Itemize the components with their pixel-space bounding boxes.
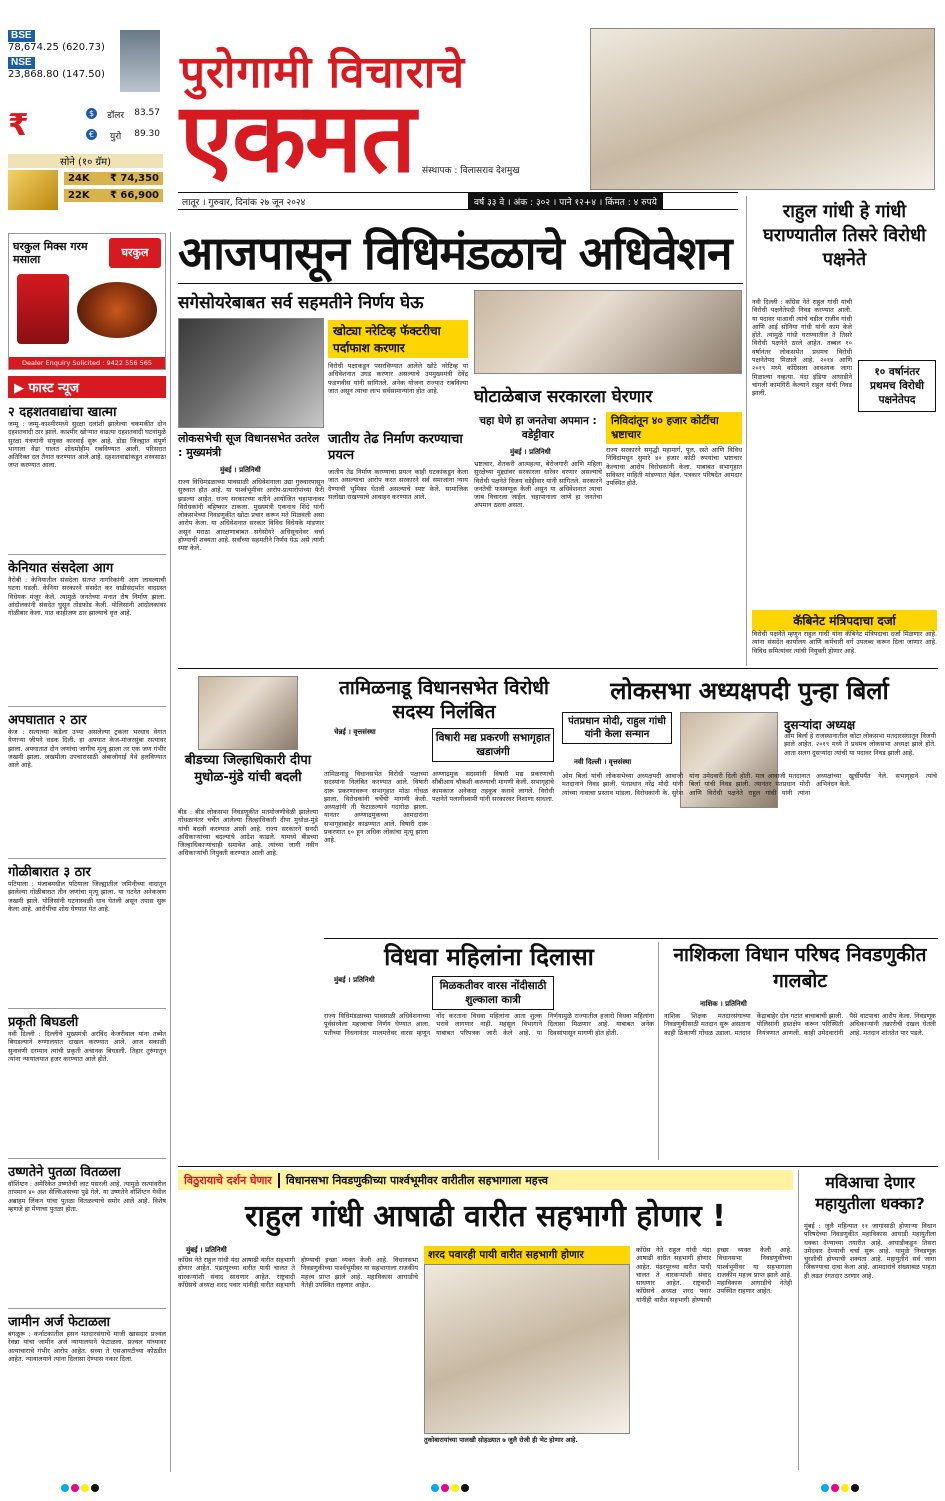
sub-headline-gotala: घोटाळेबाज सरकारला घेरणार	[474, 387, 653, 407]
ad-footer: Dealer Enquiry Solicited : 9422 556 565	[9, 357, 165, 369]
dollar-value: 83.57	[134, 108, 160, 118]
fast-news-title: प्रकृती बिघडली	[8, 1015, 79, 1030]
cabinet-text: विरोधी पक्षनेते म्हणून राहुल गांधी यांना कॅबिनेट मंत्रिपदाचा दर्जा मिळणार आहे. त्यांना संसदेत कार्यालय आणि कर्मचारी वर्ग उपलब्ध करून दिला जाणार आहे. विविध समित्यांवर त्यांची नियुक्ती होणार आहे.	[752, 630, 937, 655]
divider	[324, 938, 938, 939]
gold-24k-label: 24K	[68, 173, 90, 184]
rupee-icon: ₹	[8, 108, 29, 143]
fast-news-item	[8, 554, 166, 706]
nashik-byline: नाशिक । प्रतिनिधी	[700, 1000, 747, 1008]
wari-byline: मुंबई । प्रतिनिधी	[186, 1246, 227, 1254]
dollar-icon: $	[86, 108, 97, 119]
widow-byline: मुंबई । प्रतिनिधी	[334, 976, 375, 984]
lok-quote: लोकसभेची सूज विधानसभेत उतरेल : मुख्यमंत्री	[178, 432, 320, 459]
wari-text: काँग्रेस नेते राहुल गांधी यंदा आषाढी वारीत सहभागी होणार आहेत. पंढरपूरच्या वारीत पायी चालत ते वारकऱ्यांशी संवाद साधणार आहेत. राष्ट्रवादी काँग्रेसचे अध्यक्ष शरद पवार यांनीही वारीत सहभागी होण्याची इच्छा व्यक्त केली आहे. विधानसभा निवडणुकीच्या पार्श्वभूमीवर या सहभागाला राजकीय महत्त्व प्राप्त झाले आहे. महाविकास आघाडीचे नेतेही उपस्थित राहणार आहेत.	[178, 1256, 418, 1289]
wari-strip-text: विधानसभा निवडणुकीच्या पार्श्वभूमीवर वारीतील सहभागाला महत्त्व	[278, 1173, 548, 1188]
masala-pack-image	[17, 274, 69, 344]
wari-strip-red: विठुरायाचे दर्शन घेणार	[184, 1173, 272, 1187]
tn-byline: चेन्नई । वृत्तसंस्था	[334, 728, 376, 736]
curry-bowl-image	[77, 282, 157, 338]
byline-mumbai-2: मुंबई । प्रतिनिधी	[510, 448, 551, 456]
article-jati-text: जातीय तेढ निर्माण करण्याचा प्रयत्न काही घटकांकडून केला जात असल्याचा आरोप करत सरकारने सर्व समाजांना न्याय देण्याची भूमिका घेतली असल्याचे स्पष्ट केले. सामाजिक सलोखा राखण्याचे आवाहन करण्यात आले.	[328, 468, 468, 501]
fast-news-title: उष्णतेने पुतळा वितळला	[8, 1165, 121, 1180]
main-headline: आजपासून विधिमंडळाचे अधिवेशन	[178, 226, 732, 280]
registration-marks-center	[430, 1484, 470, 1495]
fast-news-item	[8, 402, 166, 554]
market-box	[8, 30, 163, 210]
fast-news-body: जम्मू : जम्मू-काश्मीरमध्ये सुरक्षा दलांशी झालेल्या चकमकीत दोन दहशतवादी ठार झाले. काश्मीर खोऱ्यात वाढत्या दहशतवादी घटनांमुळे सुरक्षा यंत्रणांनी संयुक्त कारवाई सुरू आहे. डोडा जिल्ह्यात संपूर्ण भागाला वेढा घालत शोधमोहीम राबविण्यात आली. परिसरात अतिरिक्त दल तैनात करण्यात आले आहे. दहशतवाद्यांकडून शस्त्रसाठा जप्त करण्यात आला.	[8, 420, 166, 470]
birla-text: ओम बिर्ला यांची लोकसभेच्या अध्यक्षपदी आवाजी मतदानाने निवड झाली. पंतप्रधान नरेंद्र मोदी यांनी त्यांच्या नावाचा प्रस्ताव मांडला. विरोधकांनी के. सुरेश यांना उमेदवारी दिली होती. मात्र आवाजी मतदानात बिर्ला यांची निवड झाली. त्यानंतर पंतप्रधान मोदी आणि विरोधी पक्षनेते राहुल गांधी यांनी त्यांना अध्यक्षांच्या खुर्चीपर्यंत नेले. सभागृहाने त्यांचे अभिनंदन केले.	[562, 772, 937, 797]
euro-value: 89.30	[134, 129, 160, 139]
birla-box: पंतप्रधान मोदी, राहुल गांधी यांनी केला सन्मान	[562, 712, 672, 744]
euro-icon: €	[86, 129, 97, 140]
masthead-tagline: पुरोगामी विचाराचे	[180, 47, 466, 98]
wari-caption: तुकोबारायांच्या पालखी सोहळ्यात ७ जुलै रोजी ही भेट होणार आहे.	[424, 1436, 578, 1444]
gold-24k-value: ₹ 74,350	[109, 173, 159, 184]
fast-news-list	[8, 402, 166, 1472]
gold-22k-value: ₹ 66,900	[109, 190, 159, 201]
fast-news-body: वॉशिंग्टन : अमेरिकेत उष्णतेची लाट पसरली आहे. त्यामुळे रस्त्यांवरील तापमान ४० अंश सेल्सिअसच्या पुढे गेले. या उष्णतेने वॉशिंग्टन येथील अब्राहम लिंकन यांचा पुतळा वितळल्याचे समोर आले आहे. विशेष म्हणजे हा मेणाचा पुतळा होता.	[8, 1180, 166, 1213]
sub-headline-sagesoyre: सगेसोयरेबाबत सर्व सहमतीने निर्णय घेऊ	[178, 293, 424, 313]
wari-box: शरद पवारही पायी वारीत सहभागी होणार	[424, 1246, 630, 1264]
birla-headline: लोकसभा अध्यक्षपदी पुन्हा बिर्ला	[610, 677, 889, 705]
rahul-lop-headline: राहुल गांधी हे गांधी घराण्यातील तिसरे विरोधी पक्षनेते	[763, 201, 926, 270]
column-divider	[746, 196, 747, 666]
birla-side-text: ओम बिर्ला हे राजस्थानातील कोटा लोकसभा मतदारसंघातून विजयी झाले आहेत. २०१९ मध्ये ते प्रथमच लोकसभा अध्यक्ष झाले होते. आता सलग दुसऱ्यांदा त्यांची या पदावर निवड झाली आहे.	[784, 732, 936, 757]
fast-news-heading: ▶ फास्ट न्यूज	[8, 376, 166, 398]
registration-marks-left	[60, 1484, 100, 1495]
nashik-text: नाशिक शिक्षक मतदारसंघाच्या निवडणुकीसाठी मतदान सुरू असताना काही ठिकाणी गोंधळ उडाला. मतदान केंद्राबाहेर दोन गटांत बाचाबाची झाली. पोलिसांनी हस्तक्षेप करून परिस्थिती नियंत्रणात आणली. काही उमेदवारांनी पैसे वाटपाचा आरोप केला. निवडणूक अधिकाऱ्यांनी तक्रारीची दखल घेतली आहे. मतदान शांततेत पार पडले.	[664, 1012, 936, 1037]
gold-label: सोने (१० ग्रॅम)	[8, 154, 163, 168]
fast-news-title: गोळीबारात ३ ठार	[8, 865, 91, 880]
tn-headline: तामिळनाडू विधानसभेत विरोधी सदस्य निलंबित	[339, 677, 549, 723]
collector-headline: बीडच्या जिल्हाधिकारी दीपा मुधोळ-मुंडे यांची बदली	[184, 753, 312, 785]
gold-bars-icon	[8, 170, 58, 210]
article-narrative-text: विरोधी पक्षाकडून पसरविण्यात आलेले खोटे नरेटिव्ह या अधिवेशनात उघड करणार असल्याचे उपमुख्यमंत्री देवेंद्र फडणवीस यांनी सांगितले. अनेक योजना राज्यात राबविल्या जात असून त्याचा लाभ सर्वसामान्यांना होत आहे.	[328, 362, 468, 395]
article-vadettiwar-text: भ्रष्टाचार, शेतकरी आत्महत्या, बेरोजगारी आणि महिला सुरक्षेच्या मुद्द्यांवर सरकारला धारेवर धरणार असल्याचे विरोधी पक्षनेते विजय वडेट्टीवार यांनी सांगितले. सरकारने जनतेची फसवणूक केली असून या अधिवेशनात त्याचा जाब विचारला जाईल. चहापानाला जाणे हा जनतेचा अपमान ठरला असता.	[474, 460, 602, 510]
widow-headline: विधवा महिलांना दिलासा	[384, 943, 594, 971]
divider	[178, 1166, 938, 1167]
birla-byline: नवी दिल्ली । वृत्तसंस्था	[574, 758, 632, 766]
dateline-bar	[178, 192, 738, 210]
yellow-box-narrative: खोट्या नरेटिव्ह फॅक्टरीचा पर्दाफाश करणार	[328, 320, 468, 358]
tn-text: तामिळनाडू विधानसभेत विरोधी पक्षाच्या सदस्यांना निलंबित करण्यात आले. विषारी दारू प्रकरणावरून सभागृहात मोठा गोंधळ झाला. विरोधकांनी चर्चेची मागणी केली. अध्यक्षांनी ती फेटाळल्याने गदारोळ झाला. यानंतर अण्णाद्रमुकच्या आमदारांना सभागृहाबाहेर काढण्यात आले. विषारी दारू प्रकरणात ६० हून अधिक लोकांचा मृत्यू झाला आहे.	[324, 770, 428, 845]
collector-photo	[198, 676, 298, 750]
mva-headline: मविआचा देणार महायुतीला धक्का?	[815, 1173, 925, 1213]
cabinet-head: कॅबिनेट मंत्रिपदाचा दर्जा	[752, 610, 937, 631]
jati-head: जातीय तेढ निर्माण करण्याचा प्रयत्न	[328, 432, 463, 463]
dateline-date: लातूर । गुरुवार, दिनांक २७ जून २०२४	[182, 197, 306, 208]
collector-text: बीड : बीड लोकसभा निवडणुकीत मतमोजणीवेळी झालेल्या गोंधळानंतर चर्चेत आलेल्या जिल्हाधिकारी दीपा मुधोळ-मुंडे यांची बदली करण्यात आली आहे. राज्य सरकारने सनदी अधिकाऱ्यांच्या बदल्यांचे आदेश काढले. यामध्ये बीडच्या जिल्हाधिकाऱ्यांचाही समावेश आहे. त्यांच्या जागी नवीन अधिकाऱ्यांची नियुक्ती करण्यात आली आहे.	[178, 808, 318, 858]
wari-strip	[178, 1170, 793, 1190]
rahul-lop-text: नवी दिल्ली : काँग्रेस नेते राहुल गांधी यांची विरोधी पक्षनेतेपदी निवड करण्यात आली. या पदावर याआधी त्यांचे वडील राजीव गांधी आणि आई सोनिया गांधी यांनी काम केले होते. त्यामुळे गांधी घराण्यातील ते तिसरे विरोधी पक्षनेते ठरले आहेत. तब्बल १० वर्षानंतर लोकसभेत प्रथमच विरोधी पक्षनेतेपद मिळाले आहे. २०१४ आणि २०१९ मध्ये काँग्रेसला आवश्यक जागा मिळाल्या नव्हत्या. यंदा इंडिया आघाडीने चांगली कामगिरी केल्याने राहुल यांची निवड झाली.	[752, 298, 852, 398]
bse-value: 78,674.25 (620.73)	[8, 42, 105, 53]
ad-masala	[8, 233, 166, 370]
shinde-fadnavis-photo	[178, 318, 324, 428]
dollar-label: डॉलर	[107, 111, 125, 121]
masthead-founder: संस्थापक : विलासराव देशमुख	[422, 166, 520, 176]
column-divider	[798, 1170, 799, 1470]
divider	[178, 283, 743, 284]
byline-mumbai: मुंबई । प्रतिनिधी	[220, 466, 261, 474]
fast-news-item	[8, 1158, 166, 1308]
fast-news-item	[8, 858, 166, 1008]
widow-box: मिळकतीवर वारस नोंदीसाठी शुल्काला कात्री	[432, 976, 554, 1010]
tn-text-2: अण्णाद्रमुक सदस्यांनी विषारी मद्य प्रकरणाची सीबीआय चौकशी करण्याची मागणी केली. सभागृहाचे कामकाज अनेकदा तहकूब करावे लागले. विरोधी पक्षनेते पलानीस्वामी यांनी सरकारवर निशाणा साधला.	[432, 770, 554, 803]
bse-building-icon	[120, 30, 160, 92]
gold-22k-label: 22K	[68, 190, 90, 201]
wari-text-2: काँग्रेस नेते राहुल गांधी यंदा आषाढी वारीत सहभागी होणार आहेत. पंढरपूरच्या वारीत पायी चालत ते वारकऱ्यांशी संवाद साधणार आहेत. राष्ट्रवादी काँग्रेसचे अध्यक्ष शरद पवार यांनीही वारीत सहभागी होण्याची इच्छा व्यक्त केली आहे. विधानसभा निवडणुकीच्या पार्श्वभूमीवर या सहभागाला राजकीय महत्त्व प्राप्त झाले आहे. महाविकास आघाडीचे नेतेही उपस्थित राहणार आहेत.	[636, 1246, 792, 1304]
euro-label: युरो	[110, 132, 122, 142]
nse-label: NSE	[8, 57, 35, 69]
nse-value: 23,868.80 (147.50)	[8, 69, 105, 80]
birla-side-head: दुसऱ्यांदा अध्यक्ष	[784, 718, 856, 732]
rahul-kharge-photo	[590, 28, 935, 190]
fast-news-body: बंगळूरू : कर्नाटकातील हसन मतदारसंघाचे माजी खासदार प्रज्वल रेवन्ना यांचा जामीन अर्ज न्यायालयाने फेटाळला. प्रज्वल यांच्यावर अत्याचाराचे गंभीर आरोप आहेत. सध्या ते एसआयटीच्या कोठडीत आहेत. न्यायालयाने त्यांना दिलासा देण्यास नकार दिला.	[8, 1330, 166, 1363]
fast-news-title: २ दहशतवाद्यांचा खात्मा	[8, 405, 117, 420]
chaha-head: चहा घेणे हा जनतेचा अपमान : वडेट्टीवार	[479, 415, 597, 441]
fast-news-body: नैरोबी : केनियातील संसदेला संतप्त नागरिकांनी आग लावल्याची घटना घडली. केनिया सरकारने संसदेत कर वाढीसंदर्भात वादग्रस्त विधेयक मंजूर केले. त्यामुळे जनतेच्या मनात रोष निर्माण झाला. आंदोलकांनी संसदेत घुसून तोडफोड केली. पोलिसांनी आंदोलकांवर गोळीबार केला. यात काहीजण ठार झाल्याचे वृत्त आहे.	[8, 576, 166, 618]
fast-news-body: केज : रस्त्याच्या कडेला उभ्या असलेल्या ट्रकला भरधाव वेगात येणाऱ्या जीपने धडक दिली. हा अपघात केज-मांजरसुंबा रस्त्यावर झाला. अपघातात दोन जणांचा जागीच मृत्यू झाला तर एक जण गंभीर जखमी झाला. जखमीला उपचारासाठी अंबाजोगाई येथे हलविण्यात आले आहे.	[8, 728, 166, 770]
opposition-leaders-photo	[474, 290, 742, 374]
widow-text: राज्य विधिमंडळाच्या पावसाळी अधिवेशनाच्या पूर्वसंध्येला महत्त्वाचा निर्णय घेण्यात आला. पतीच्या निधनानंतर मालमत्तेवर वारस म्हणून नोंद करताना विधवा महिलांना आता शुल्क भरावे लागणार नाही. महसूल विभागाने याबाबत परिपत्रक जारी केले आहे. या निर्णयामुळे राज्यातील हजारो विधवा महिलांना दिलासा मिळणार आहे. याबाबत अनेक दिवसांपासून मागणी होत होती.	[324, 1012, 654, 1037]
ad-title: घरकुल मिक्स गरम मसाला	[13, 240, 88, 266]
fast-news-title: केनियात संसदेला आग	[8, 561, 114, 576]
fast-news-item	[8, 706, 166, 858]
fast-news-icon: ▶	[14, 381, 29, 396]
divider	[178, 668, 938, 669]
bse-label: BSE	[8, 30, 35, 42]
article-session-text: राज्य विधिमंडळाच्या पावसाळी अधिवेशनाला उद्या गुरुवारपासून सुरुवात होत आहे. या पार्श्वभूमीवर आरोप-प्रत्यारोपांच्या फैरी झडल्या आहेत. राज्य सरकारच्या वतीने आयोजित चहापानावर विरोधकांनी बहिष्कार टाकला. मुख्यमंत्री एकनाथ शिंदे यांनी लोकसभेच्या निवडणुकीत खोटा प्रचार करून मते मिळवली असा आरोप केला. या अधिवेशनात सरकार विविध विधेयके मांडणार असून मराठा आरक्षणाबाबत सगेसोयरे अधिसूचनेवर चर्चा होण्याची शक्यता आहे. सर्वांच्या सहमतीने निर्णय घेऊ असे त्यांनी स्पष्ट केले.	[178, 478, 324, 553]
niv-head: निविदांतून ४० हजार कोटींचा भ्रष्टाचार	[606, 412, 742, 444]
fast-news-body: नवी दिल्ली : दिल्लीचे मुख्यमंत्री अरविंद केजरीवाल यांना तब्येत बिघडल्याने रुग्णालयात दाखल करण्यात आले. आज सकाळी सुनावणी दरम्यान त्यांची प्रकृती अचानक बिघडली. तिहार तुरुंगातून त्यांना न्यायालयात हजर करण्यात आले होते.	[8, 1030, 166, 1063]
registration-marks-right	[820, 1484, 860, 1495]
column-divider	[658, 942, 659, 1160]
column-divider	[170, 232, 171, 1472]
rahul-lop-badge: १० वर्षानंतर प्रथमच विरोधी पक्षनेतेपद	[858, 360, 936, 412]
fast-news-body: पटियाला : पंजाबमधील पटियाला जिल्ह्यातील जमिनीच्या वादातून झालेल्या गोळीबारात तीन जणांचा मृत्यू झाला. या घटनेत अनेकजण जखमी झाले. पोलिसांनी घटनास्थळी धाव घेतली असून तपास सुरू केला आहे. आरोपींचा शोध घेण्यात येत आहे.	[8, 880, 166, 913]
masthead-brand: एकमत	[180, 81, 415, 194]
fast-news-item	[8, 1008, 166, 1158]
tn-box: विषारी मद्य प्रकरणी सभागृहात खडाजंगी	[432, 728, 554, 762]
fast-news-title: जामीन अर्ज फेटाळला	[8, 1315, 111, 1330]
fast-news-item	[8, 1308, 166, 1458]
rahul-wari-photo	[424, 1264, 630, 1434]
fast-news-title: अपघातात २ ठार	[8, 713, 87, 728]
ad-brand-logo: घरकुल	[109, 238, 161, 268]
nashik-headline: नाशिकला विधान परिषद निवडणुकीत गालबोट	[673, 944, 927, 992]
mva-text: मुंबई : जुलै महिन्यात ११ जागांसाठी होणाऱ्या विधान परिषदेच्या निवडणुकीत महाविकास आघाडी महायुतीला धक्का देण्याच्या तयारीत आहे. आघाडीकडून तिसरा उमेदवार देण्याची चर्चा सुरू आहे. यामुळे निवडणूक चुरशीची होण्याची शक्यता आहे. महायुतीने सर्व जागा जिंकण्याचा दावा केला आहे. आमदारांचे संख्याबळ पाहता ही लढत रंगतदार ठरणार आहे.	[804, 1222, 936, 1280]
article-tender-text: राज्य सरकारने समृद्धी महामार्ग, पूल, रस्ते आणि विविध निविदांमधून सुमारे ४० हजार कोटी रुपयांचा भ्रष्टाचार केल्याचा आरोप विरोधकांनी केला. याबाबत सभागृहात सविस्तर माहिती मांडण्यात येईल. पत्रकार परिषदेत आमदार उपस्थित होते.	[606, 446, 742, 488]
dateline-issue: वर्ष ३३ वे । अंक : ३०२ । पाने १२+४ । किंमत : ४ रुपये	[468, 193, 663, 210]
wari-headline: राहुल गांधी आषाढी वारीत सहभागी होणार !	[245, 1199, 726, 1234]
